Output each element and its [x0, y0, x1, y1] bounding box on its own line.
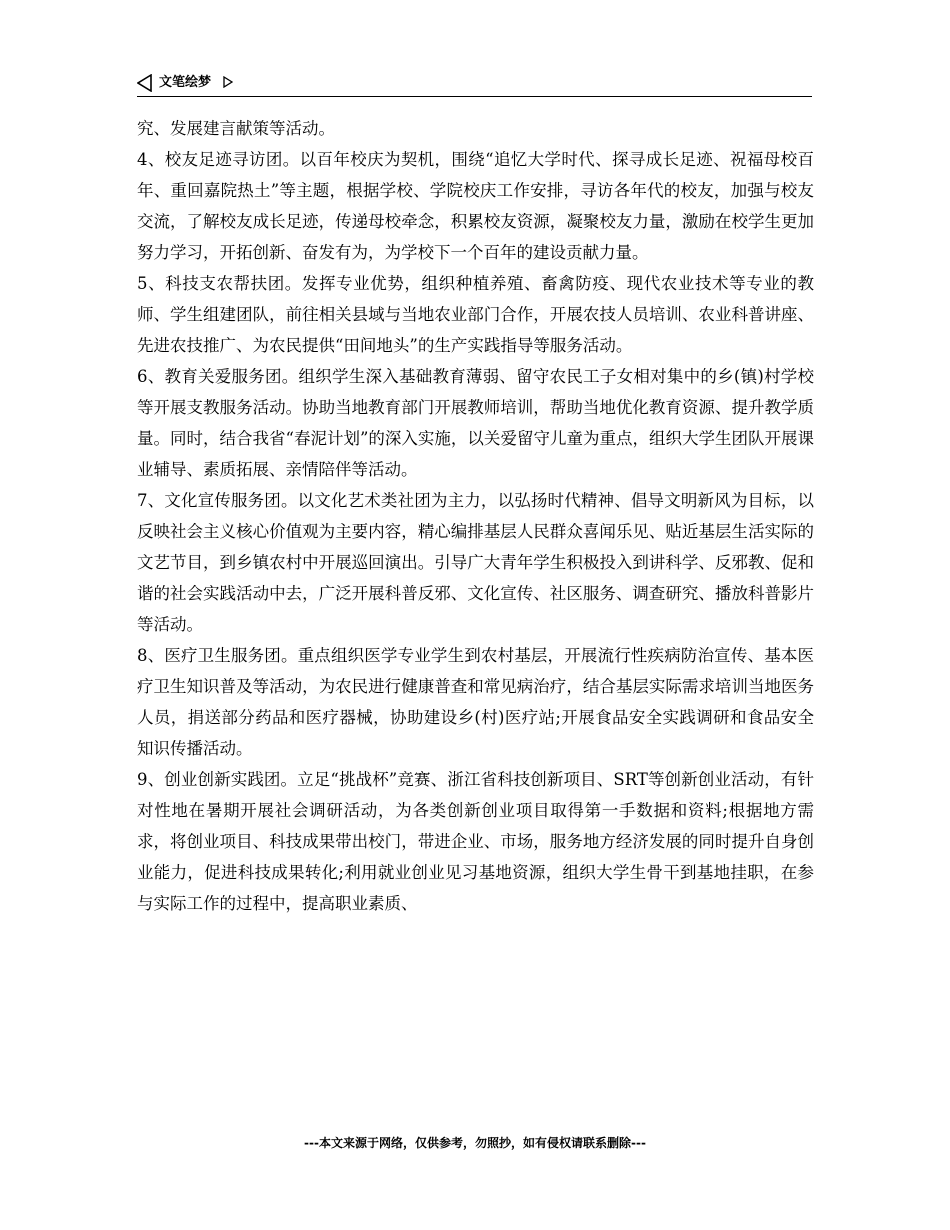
paragraph: 4、校友足迹寻访团。以百年校庆为契机，围绕“追忆大学时代、探寻成长足迹、祝福母校百年、重回嘉院热土”等主题，根据学校、学院校庆工作安排，寻访各年代的校友，加强与校友交流，了解校友成长足迹，传递母校牵念，积累校友资源，凝聚校友力量，激励在校学生更加努力学习，开拓创新、奋发有为，为学校下一个百年的建设贡献力量。 [137, 150, 814, 262]
triangle-right-icon [223, 76, 233, 88]
page-footer: ---本文来源于网络，仅供参考，勿照抄，如有侵权请联系删除--- [304, 1136, 646, 1150]
paragraph: 9、创业创新实践团。立足“挑战杯”竞赛、浙江省科技创新项目、SRT等创新创业活动，有针对性地在暑期开展社会调研活动，为各类创新创业项目取得第一手数据和资料;根据地方需求，将创业项目、科技成果带出校门，带进企业、市场，服务地方经济发展的同时提升自身创业能力，促进科技成果转化;利用就业创业见习基地资源，组织大学生骨干到基地挂职，在参与实际工作的过程中，提高职业素质、 [137, 770, 814, 913]
page-header [137, 72, 812, 97]
paragraph: 5、科技支农帮扶团。发挥专业优势，组织种植养殖、畜禽防疫、现代农业技术等专业的教师、学生组建团队，前往相关县域与当地农业部门合作，开展农技人员培训、农业科普讲座、先进农技推广、为农民提供“田间地头”的生产实践指导等服务活动。 [137, 274, 814, 355]
paragraph: 7、文化宣传服务团。以文化艺术类社团为主力，以弘扬时代精神、倡导文明新风为目标，以反映社会主义核心价值观为主要内容，精心编排基层人民群众喜闻乐见、贴近基层生活实际的文艺节目，到乡镇农村中开展巡回演出。引导广大青年学生积极投入到讲科学、反邪教、促和谐的社会实践活动中去，广泛开展科普反邪、文化宣传、社区服务、调查研究、播放科普影片等活动。 [137, 491, 814, 634]
header-title: 文笔绘梦 [159, 75, 212, 90]
document-body [137, 113, 814, 919]
paragraph: 6、教育关爱服务团。组织学生深入基础教育薄弱、留守农民工子女相对集中的乡(镇)村学校等开展支教服务活动。协助当地教育部门开展教师培训，帮助当地优化教育资源、提升教学质量。同时，结合我省“春泥计划”的深入实施，以关爱留守儿童为重点，组织大学生团队开展课业辅导、素质拓展、亲情陪伴等活动。 [137, 367, 814, 479]
paragraph: 8、医疗卫生服务团。重点组织医学专业学生到农村基层，开展流行性疾病防治宣传、基本医疗卫生知识普及等活动，为农民进行健康普查和常见病治疗，结合基层实际需求培训当地医务人员，捐送部分药品和医疗器械，协助建设乡(村)医疗站;开展食品安全实践调研和食品安全知识传播活动。 [137, 646, 814, 758]
triangle-left-icon [137, 74, 153, 92]
paragraph: 究、发展建言献策等活动。 [137, 119, 335, 138]
